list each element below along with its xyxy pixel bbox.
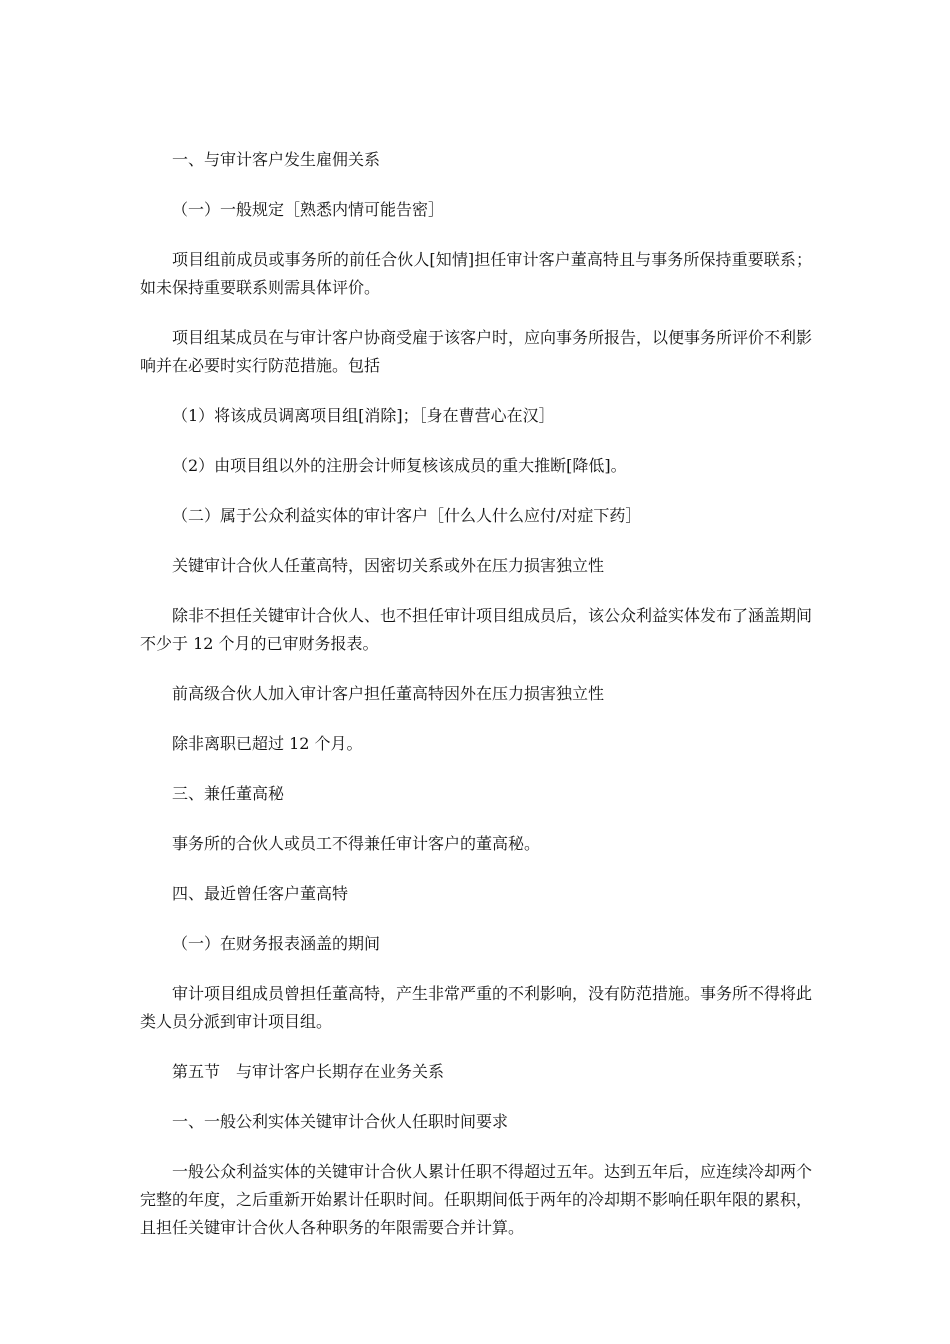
paragraph-five-year-rotation: 一般公众利益实体的关键审计合伙人累计任职不得超过五年。达到五年后，应连续冷却两个完整的年度，之后重新开始累计任职时间。任职期间低于两年的冷却期不影响任职年限的累积，且担任关键审计合伙人各种职务的年限需要合并计算。 xyxy=(140,1162,813,1237)
paragraph-key-partner-joins: 关键审计合伙人任董高特，因密切关系或外在压力损害独立性 xyxy=(172,556,605,575)
subheading-general-rules: （一）一般规定［熟悉内情可能告密］ xyxy=(172,200,445,219)
heading-concurrent-secretary: 三、兼任董高秘 xyxy=(172,784,285,803)
section-title-long-association: 第五节 与审计客户长期存在业务关系 xyxy=(172,1062,445,1081)
heading-employment-relationship: 一、与审计客户发生雇佣关系 xyxy=(172,150,381,169)
paragraph-no-safeguards: 审计项目组成员曾担任董高特，产生非常严重的不利影响，没有防范措施。事务所不得将此类人员分派到审计项目组。 xyxy=(140,984,813,1031)
paragraph-unless-12-months-statements: 除非不担任关键审计合伙人、也不担任审计项目组成员后，该公众利益实体发布了涵盖期间不少于 12 个月的已审财务报表。 xyxy=(140,606,813,653)
paragraph-no-concurrent-secretary: 事务所的合伙人或员工不得兼任审计客户的董高秘。 xyxy=(172,834,541,853)
document-body xyxy=(140,146,812,1264)
heading-recent-director: 四、最近曾任客户董高特 xyxy=(172,884,349,903)
list-item-review-judgments: （2）由项目组以外的注册会计师复核该成员的重大推断[降低]。 xyxy=(172,456,627,475)
list-item-remove-member: （1）将该成员调离项目组[消除]；［身在曹营心在汉］ xyxy=(172,406,555,425)
paragraph-negotiating-employment: 项目组某成员在与审计客户协商受雇于该客户时，应向事务所报告，以便事务所评价不利影响并在必要时实行防范措施。包括 xyxy=(140,328,813,375)
paragraph-former-member: 项目组前成员或事务所的前任合伙人[知情]担任审计客户董高特且与事务所保持重要联系；如未保持重要联系则需具体评价。 xyxy=(140,250,812,297)
subheading-covered-period: （一）在财务报表涵盖的期间 xyxy=(172,934,381,953)
subheading-public-interest-entity: （二）属于公众利益实体的审计客户［什么人什么应付/对症下药］ xyxy=(172,506,642,525)
heading-tenure-requirements: 一、一般公利实体关键审计合伙人任职时间要求 xyxy=(172,1112,509,1131)
paragraph-unless-left-12-months: 除非离职已超过 12 个月。 xyxy=(172,734,363,753)
paragraph-senior-partner-joins: 前高级合伙人加入审计客户担任董高特因外在压力损害独立性 xyxy=(172,684,605,703)
